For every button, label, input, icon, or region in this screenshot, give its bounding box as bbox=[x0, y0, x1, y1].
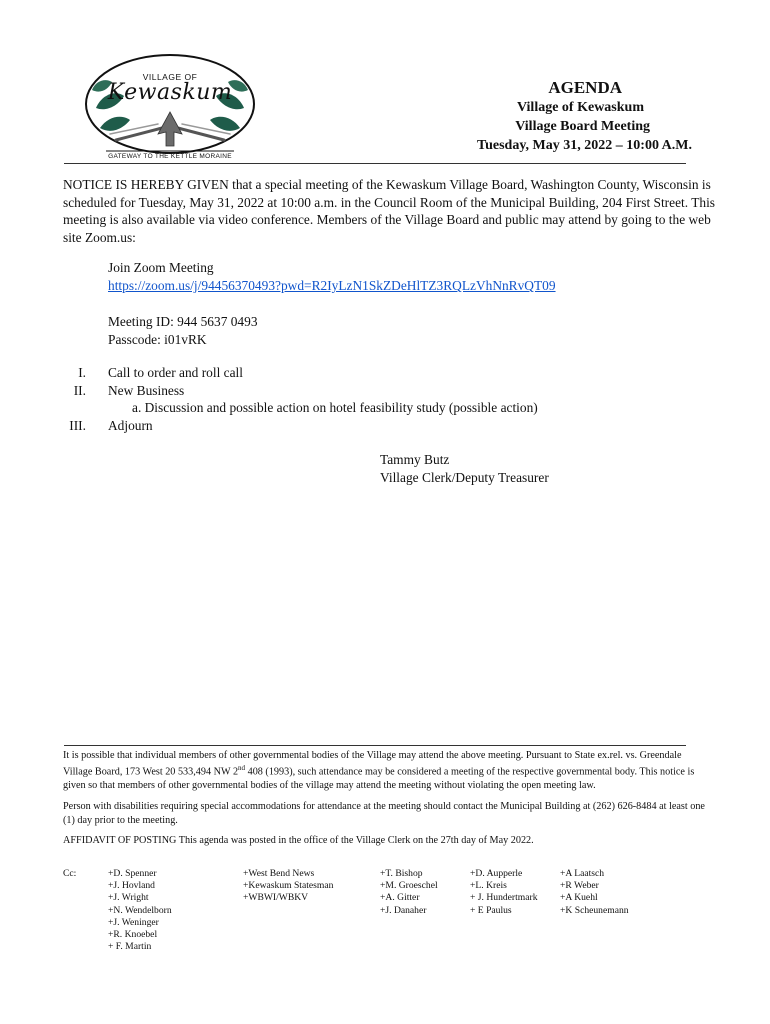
affidavit-of-posting: AFFIDAVIT OF POSTING This agenda was posted in the office of the Village Clerk on the 27th day of May 2022. bbox=[63, 835, 534, 847]
accessibility-notice: Person with disabilities requiring special accommodations for attendance at the meeting should contact the Municipal Building at (262) 626-8484 at least one (1) day prior to the meeting. bbox=[63, 801, 705, 826]
cc-entry: +T. Bishop bbox=[380, 868, 423, 879]
agenda-header bbox=[392, 78, 692, 155]
agenda-sub-item bbox=[60, 399, 660, 417]
logo-script-text: Kewaskum bbox=[107, 80, 233, 105]
cc-column-3 bbox=[380, 868, 438, 917]
cc-entry: +N. Wendelborn bbox=[108, 904, 172, 916]
zoom-meeting-link[interactable]: https://zoom.us/j/94456370493?pwd=R2IyLzN1SkZDeHlTZ3RQLzVhNnRvQT09 bbox=[108, 278, 556, 293]
meeting-id: Meeting ID: 944 5637 0493 bbox=[108, 314, 258, 329]
header-board: Village Board Meeting bbox=[515, 119, 650, 134]
zoom-join-block bbox=[108, 259, 556, 295]
agenda-item bbox=[60, 382, 660, 400]
cc-entry: +R. Knoebel bbox=[108, 929, 158, 941]
cc-entry: +West Bend News bbox=[243, 868, 315, 879]
agenda-sub-item-text: a. Discussion and possible action on hotel feasibility study (possible action) bbox=[132, 400, 538, 415]
cc-entry: +L. Kreis bbox=[470, 880, 507, 892]
footer-divider bbox=[64, 745, 686, 746]
cc-entry: +M. Groeschel bbox=[380, 880, 438, 892]
cc-entry: + F. Martin bbox=[108, 941, 152, 953]
cc-entry: +J. Wright bbox=[108, 892, 149, 904]
cc-entry: +WBWI/WBKV bbox=[243, 892, 309, 904]
cc-label: Cc: bbox=[63, 868, 77, 879]
cc-entry: +D. Spenner bbox=[108, 868, 157, 879]
cc-entry: +A. Gitter bbox=[380, 892, 420, 904]
cc-entry: + E Paulus bbox=[470, 904, 512, 916]
header-divider bbox=[64, 163, 686, 164]
signer-name: Tammy Butz bbox=[380, 452, 450, 467]
cc-entry: +J. Danaher bbox=[380, 904, 427, 916]
zoom-join-label: Join Zoom Meeting bbox=[108, 260, 214, 275]
logo-emblem-icon bbox=[76, 50, 264, 162]
logo-top-text: VILLAGE OF bbox=[142, 72, 198, 82]
cc-column-1 bbox=[108, 868, 172, 953]
agenda-item-text: New Business bbox=[108, 382, 185, 398]
cc-column-4 bbox=[470, 868, 538, 917]
signature-block bbox=[380, 451, 549, 486]
meeting-credentials bbox=[108, 313, 258, 349]
village-logo bbox=[76, 50, 264, 162]
agenda-item-number: III. bbox=[69, 417, 86, 433]
cc-entry: +J. Weninger bbox=[108, 916, 159, 928]
agenda-item-number: II. bbox=[73, 382, 86, 398]
agenda-items bbox=[60, 364, 660, 434]
cc-entry: +D. Aupperle bbox=[470, 868, 523, 879]
agenda-item-number: I. bbox=[78, 365, 86, 380]
cc-entry: +K Scheunemann bbox=[560, 904, 629, 916]
header-village: Village of Kewaskum bbox=[516, 100, 644, 115]
cc-entry: +J. Hovland bbox=[108, 880, 155, 892]
page-title: AGENDA bbox=[548, 78, 622, 97]
header-date: Tuesday, May 31, 2022 – 10:00 A.M. bbox=[477, 138, 692, 153]
agenda-item-text: Call to order and roll call bbox=[108, 365, 243, 380]
logo-tagline: GATEWAY TO THE KETTLE MORAINE bbox=[108, 153, 232, 160]
cc-entry: + J. Hundertmark bbox=[470, 892, 538, 904]
agenda-item bbox=[60, 417, 660, 435]
cc-column-2 bbox=[243, 868, 333, 905]
quorum-notice: It is possible that individual members of other governmental bodies of the Village may attend the above meeting. Pursuant to State ex.rel. vs. Greendale Village Board, 173 West 20 533,494 NW 2nd 408 (1993), such attendance may be considered a meeting of the respective governmental body. This notice is given so that members of other governmental bodies of the village may attend the meeting without violating the open meeting law. bbox=[63, 750, 695, 792]
cc-entry: +A Kuehl bbox=[560, 892, 598, 904]
agenda-item-text: Adjourn bbox=[108, 417, 153, 433]
cc-entry: +A Laatsch bbox=[560, 868, 605, 879]
signer-title: Village Clerk/Deputy Treasurer bbox=[380, 469, 549, 485]
legal-footer bbox=[63, 749, 713, 855]
cc-column-5 bbox=[560, 868, 629, 917]
agenda-item bbox=[60, 364, 660, 382]
cc-entry: +Kewaskum Statesman bbox=[243, 880, 334, 892]
cc-entry: +R Weber bbox=[560, 880, 599, 892]
meeting-notice: NOTICE IS HEREBY GIVEN that a special meeting of the Kewaskum Village Board, Washington County, Wisconsin is scheduled for Tuesday, May 31, 2022 at 10:00 a.m. in the Council Room of the Municipal Building, 204 First Street. This meeting is also available via video conference. Members of the Village Board and public may attend by going to the web site Zoom.us: bbox=[63, 177, 716, 245]
meeting-passcode: Passcode: i01vRK bbox=[108, 332, 207, 347]
